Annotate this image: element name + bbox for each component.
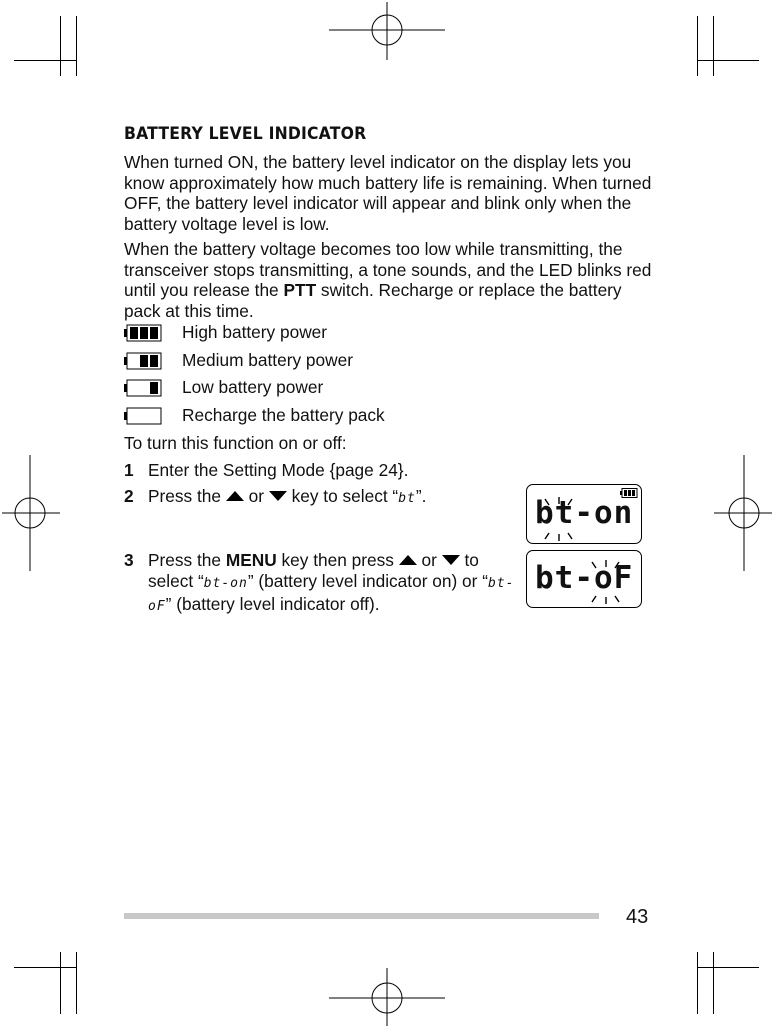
down-arrow-icon (269, 491, 287, 501)
ptt-label: PTT (283, 280, 317, 301)
battery-high-icon (124, 324, 164, 342)
battery-low-icon (124, 379, 164, 397)
lcd-text: bt-oF (535, 560, 634, 596)
legend-item-recharge (124, 405, 544, 427)
steps-intro: To turn this function on or off: (124, 433, 347, 453)
lcd-display-bt-on (526, 484, 642, 544)
menu-key-label: MENU (225, 550, 277, 570)
lcd-code-bt: bt (398, 491, 416, 506)
down-arrow-icon (442, 555, 460, 565)
up-arrow-icon (226, 491, 244, 501)
section-heading: BATTERY LEVEL INDICATOR (124, 124, 367, 144)
step-number: 1 (124, 460, 134, 480)
battery-medium-icon (124, 352, 164, 370)
step-number: 3 (124, 550, 134, 570)
paragraph-intro: When turned ON, the battery level indicator on the display lets you know approximately how much battery life is remaining. When turned OFF, the battery level indicator will appear and blink only when the battery voltage level is low. (124, 152, 652, 234)
lcd-text: bt-on (535, 495, 634, 531)
legend-item-high (124, 322, 544, 344)
step-number: 2 (124, 486, 134, 506)
step-text: Enter the Setting Mode {page 24}. (148, 460, 409, 480)
lcd-display-bt-off (526, 550, 642, 608)
legend-item-medium (124, 350, 544, 372)
footer-rule (124, 913, 599, 919)
battery-empty-icon (124, 407, 164, 425)
up-arrow-icon (399, 555, 417, 565)
page-number: 43 (626, 906, 649, 928)
legend-label: Low battery power (182, 377, 324, 397)
legend-label: Recharge the battery pack (182, 405, 385, 425)
legend-label: High battery power (182, 322, 328, 342)
step-text: Press the or key to select “bt”. (148, 486, 427, 506)
paragraph-low-voltage: When the battery voltage becomes too low while transmitting, the transceiver stops transmitting, a tone sounds, and the LED blinks red until you release the PTT switch. Recharge or replace the battery pack at this time. (124, 239, 652, 321)
legend-item-low (124, 377, 544, 399)
step-text: Press the MENU key then press or to select “bt-on” (battery level indicator on) or “bt-oF” (battery level indicator off). (148, 550, 515, 614)
lcd-code-bt-of: bt-oF (148, 576, 515, 614)
lcd-code-bt-on: bt-on (203, 576, 248, 591)
legend-label: Medium battery power (182, 350, 353, 370)
